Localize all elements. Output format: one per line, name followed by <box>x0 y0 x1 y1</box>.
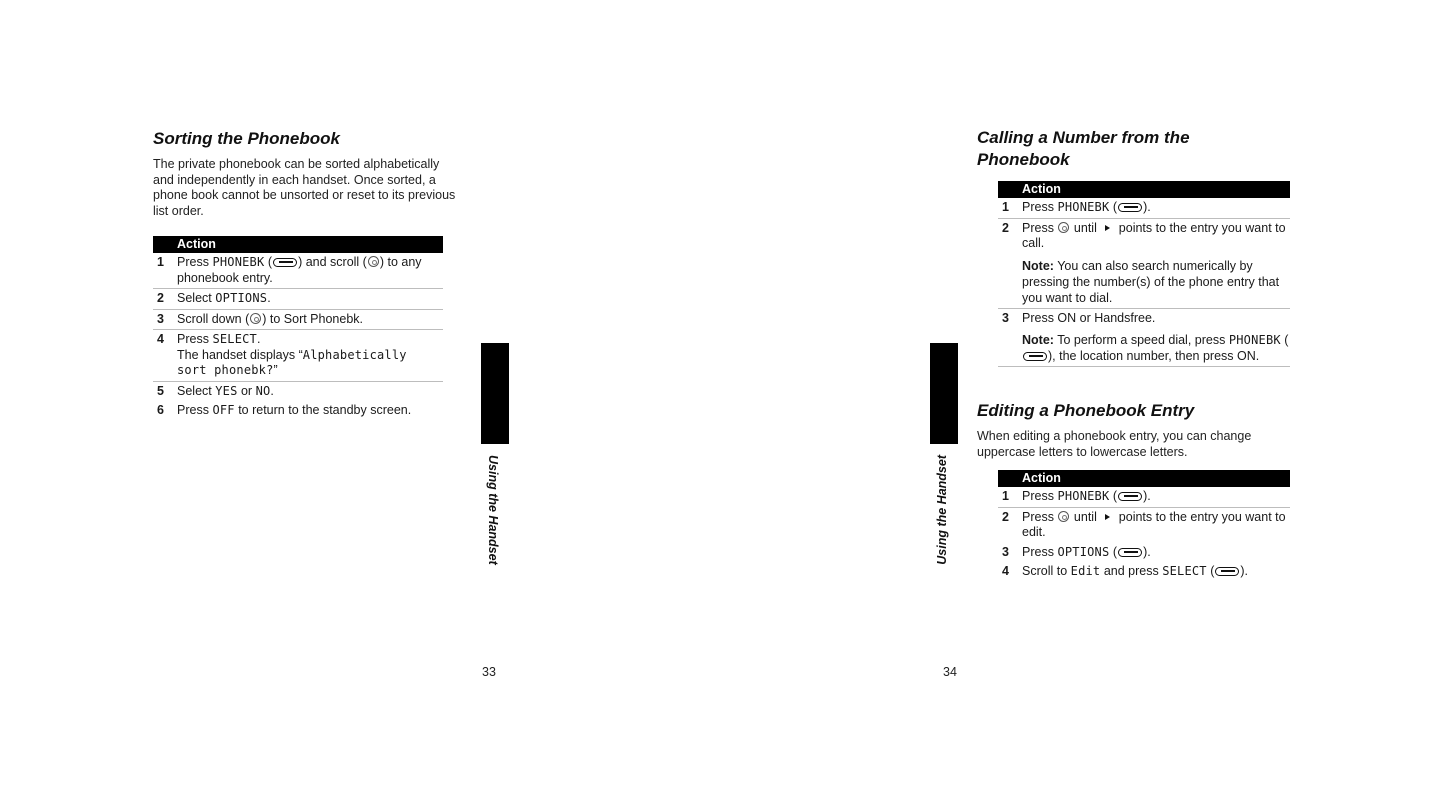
step-row: 3 Press ON or Handsfree. <box>998 309 1290 329</box>
step-number: 1 <box>157 255 164 269</box>
right-page <box>723 0 1446 792</box>
action-header: Action <box>998 181 1290 198</box>
key-label: PHONEBK <box>212 255 265 269</box>
soft-key-icon <box>1118 548 1142 557</box>
step-number: 4 <box>157 332 164 346</box>
key-label: SELECT <box>212 332 257 346</box>
action-header: Action <box>153 236 443 253</box>
step-number: 3 <box>157 311 164 326</box>
action-table <box>998 470 1290 582</box>
step-row: 1 Press PHONEBK ( ) and scroll ( ) to any phonebook entry. <box>153 253 443 289</box>
soft-key-icon <box>1118 203 1142 212</box>
display-message: Alphabetically sort phonebk? <box>177 347 407 377</box>
note: Note: To perform a speed dial, press PHONEBK (), the location number, then press ON. <box>998 328 1290 367</box>
intro-paragraph: The private phonebook can be sorted alphabetically and independently in each handset. Once sorted, a phone book cannot be unsorted or reset to its previous list order. <box>153 157 456 218</box>
action-table <box>998 181 1290 367</box>
side-label: Using the Handset <box>486 455 500 565</box>
menu-item-label: Edit <box>1070 564 1101 578</box>
section-title: Editing a Phonebook Entry <box>977 401 1195 420</box>
step-row: 1 Press PHONEBK ( ). <box>998 487 1290 508</box>
soft-key-icon <box>1215 567 1239 576</box>
key-label: OFF <box>212 403 235 417</box>
key-label: PHONEBK <box>1057 200 1110 214</box>
side-label: Using the Handset <box>935 455 949 565</box>
key-label: NO <box>255 383 271 398</box>
note-label: Note: <box>1022 333 1054 347</box>
thumb-tab <box>930 343 958 444</box>
scroll-key-icon <box>368 256 379 267</box>
key-label: OPTIONS <box>215 291 268 305</box>
pointer-arrow-icon <box>1105 225 1110 231</box>
key-label: YES <box>215 383 238 398</box>
note <box>998 254 1290 309</box>
step-number: 5 <box>157 383 164 398</box>
scroll-key-icon <box>1058 511 1069 522</box>
note-text: You can also search numerically by pressing the number(s) of the phone entry that you want to dial. <box>1022 258 1280 305</box>
section-title: Calling a Number from the Phonebook <box>977 128 1190 169</box>
step-number: 2 <box>157 291 164 305</box>
key-label: PHONEBK <box>1057 489 1110 503</box>
scroll-key-icon <box>250 313 261 324</box>
step-number: 1 <box>1002 200 1009 214</box>
step-number: 6 <box>157 403 164 417</box>
soft-key-icon <box>1118 492 1142 501</box>
step-row: 4 Scroll to Edit and press SELECT ( ). <box>998 562 1290 582</box>
key-label: SELECT <box>1162 564 1207 578</box>
thumb-tab <box>481 343 509 444</box>
key-label: PHONEBK <box>1228 333 1281 347</box>
page-number: 33 <box>482 665 496 679</box>
action-header: Action <box>998 470 1290 487</box>
key-label: OPTIONS <box>1057 544 1110 559</box>
step-row: 3 Press OPTIONS ( ). <box>998 543 1290 563</box>
step-row: 4 Press SELECT. The handset displays “Alphabetically sort phonebk?” <box>153 330 443 382</box>
step-row: 2 Select OPTIONS. <box>153 289 443 310</box>
page-number: 34 <box>943 665 957 679</box>
step-row: 2 Press until points to the entry you want to edit. <box>998 508 1290 543</box>
pointer-arrow-icon <box>1105 514 1110 520</box>
action-table <box>153 236 443 421</box>
step-row: 2 Press until points to the entry you want to call. <box>998 219 1290 254</box>
note-label: Note: <box>1022 258 1054 273</box>
step-number: 4 <box>1002 564 1009 578</box>
step-number: 3 <box>1002 544 1009 559</box>
soft-key-icon <box>273 258 297 267</box>
step-number: 1 <box>1002 489 1009 503</box>
step-number: 2 <box>1002 220 1009 235</box>
scroll-key-icon <box>1058 222 1069 233</box>
step-row: 5 Select YES or NO. <box>153 382 443 402</box>
step-row: 3 Scroll down ( ) to Sort Phonebk. <box>153 310 443 331</box>
step-row: 6 Press OFF to return to the standby screen. <box>153 401 443 421</box>
step-number: 2 <box>1002 509 1009 524</box>
step-row: 1 Press PHONEBK ( ). <box>998 198 1290 219</box>
soft-key-icon <box>1023 352 1047 361</box>
section-title: Sorting the Phonebook <box>153 129 340 148</box>
step-number: 3 <box>1002 310 1009 325</box>
intro-paragraph: When editing a phonebook entry, you can change uppercase letters to lowercase letters. <box>977 429 1252 459</box>
